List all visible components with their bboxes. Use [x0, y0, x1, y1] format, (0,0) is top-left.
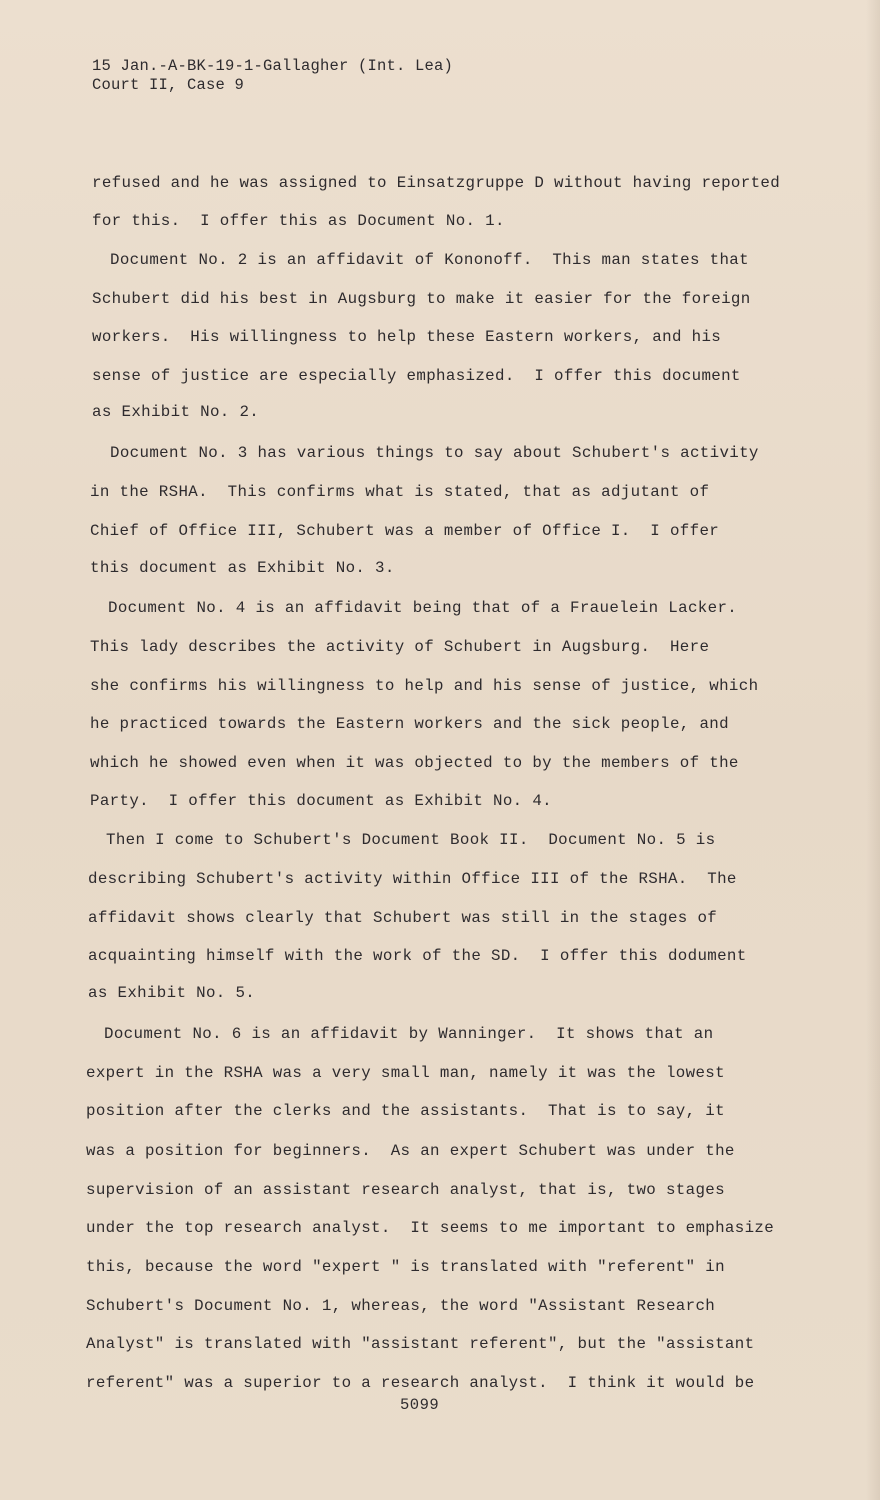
text-line: acquainting himself with the work of the SD. I offer this dodument	[88, 947, 747, 965]
text-line: Document No. 3 has various things to say about Schubert's activity	[110, 444, 759, 462]
text-line: was a position for beginners. As an expert Schubert was under the	[86, 1142, 735, 1160]
page-edge-shadow	[866, 0, 880, 1500]
text-line: position after the clerks and the assistants. That is to say, it	[86, 1102, 725, 1120]
document-header	[92, 57, 453, 95]
text-line: as Exhibit No. 2.	[92, 403, 260, 421]
text-line: describing Schubert's activity within Office III of the RSHA. The	[88, 870, 737, 888]
text-line: she confirms his willingness to help and his sense of justice, which	[90, 677, 759, 695]
text-line: Schubert's Document No. 1, whereas, the word "Assistant Research	[86, 1297, 716, 1315]
text-line: sense of justice are especially emphasized. I offer this document	[92, 367, 741, 385]
text-line: Party. I offer this document as Exhibit No. 4.	[90, 792, 552, 810]
text-line: Chief of Office III, Schubert was a member of Office I. I offer	[90, 522, 720, 540]
text-line: This lady describes the activity of Schubert in Augsburg. Here	[90, 638, 710, 656]
text-line: as Exhibit No. 5.	[88, 984, 256, 1002]
text-line: Document No. 2 is an affidavit of Kononoff. This man states that	[110, 251, 749, 269]
text-line: referent" was a superior to a research analyst. I think it would be	[86, 1374, 755, 1392]
text-line: expert in the RSHA was a very small man, namely it was the lowest	[86, 1064, 725, 1082]
text-line: Document No. 4 is an affidavit being that of a Frauelein Lacker.	[108, 599, 738, 617]
text-line: this, because the word "expert " is translated with "referent" in	[86, 1258, 725, 1276]
page-number: 5099	[400, 1396, 440, 1414]
text-line: Analyst" is translated with "assistant referent", but the "assistant	[86, 1335, 755, 1353]
text-line: for this. I offer this as Document No. 1.	[92, 212, 505, 230]
text-line: refused and he was assigned to Einsatzgruppe D without having reported	[92, 174, 781, 192]
text-line: workers. His willingness to help these Eastern workers, and his	[92, 328, 722, 346]
text-line: this document as Exhibit No. 3.	[90, 559, 395, 577]
header-line-1: 15 Jan.-A-BK-19-1-Gallagher (Int. Lea)	[92, 57, 454, 75]
text-line: Then I come to Schubert's Document Book II. Document No. 5 is	[106, 831, 716, 849]
text-line: Schubert did his best in Augsburg to make it easier for the foreign	[92, 290, 751, 308]
text-line: he practiced towards the Eastern workers and the sick people, and	[90, 715, 729, 733]
text-line: supervision of an assistant research analyst, that is, two stages	[86, 1181, 725, 1199]
text-line: which he showed even when it was objected to by the members of the	[90, 754, 739, 772]
text-line: in the RSHA. This confirms what is stated, that as adjutant of	[90, 483, 710, 501]
text-line: Document No. 6 is an affidavit by Wanninger. It shows that an	[104, 1025, 714, 1043]
text-line: under the top research analyst. It seems to me important to emphasize	[86, 1219, 775, 1237]
text-line: affidavit shows clearly that Schubert was still in the stages of	[88, 909, 718, 927]
header-line-2: Court II, Case 9	[92, 76, 245, 94]
